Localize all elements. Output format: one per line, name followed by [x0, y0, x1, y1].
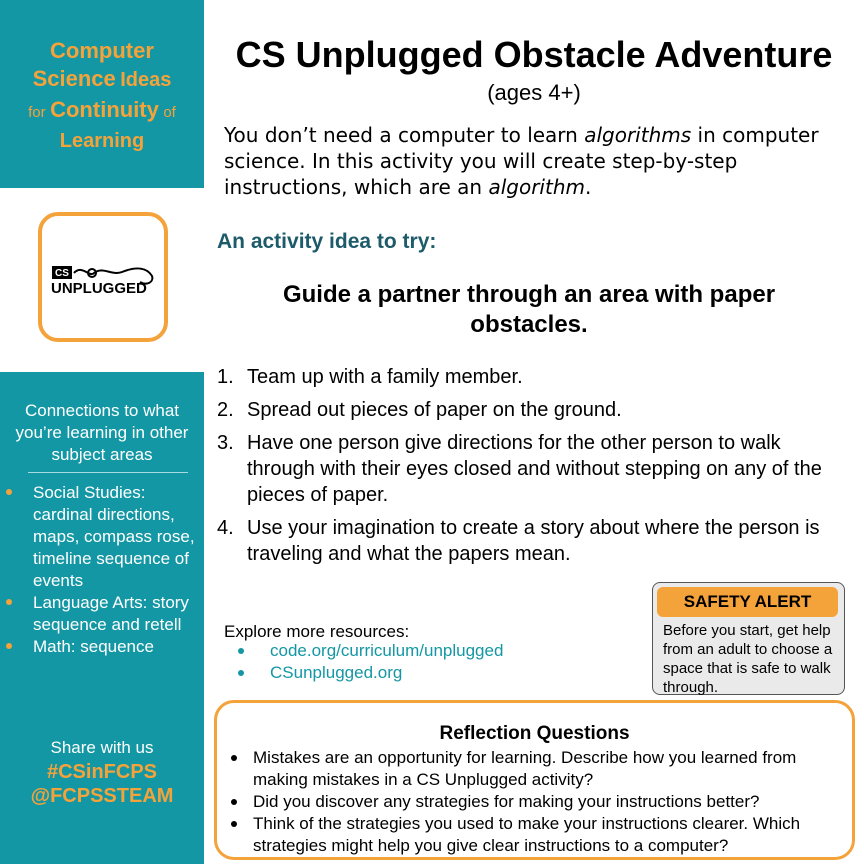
reflection-item: Think of the strategies you used to make your instructions clearer. Which strategies might help you give clear instructions to a computer? — [229, 813, 849, 857]
bullet-icon — [6, 643, 12, 649]
cs-unplugged-logo-graphic — [42, 216, 164, 338]
step-item: 2. Spread out pieces of paper on the ground. — [217, 399, 622, 421]
connections-sidebar — [0, 372, 204, 864]
safety-alert-text: Before you start, get help from an adult to choose a space that is safe to walk through. — [663, 622, 833, 696]
algorithms-emphasis: algorithms — [584, 123, 692, 147]
activity-heading: An activity idea to try: — [217, 230, 437, 253]
bullet-icon — [231, 799, 237, 805]
sidebar-divider — [28, 472, 188, 473]
header-line-for: for — [28, 104, 46, 121]
share-label: Share with us — [50, 738, 154, 757]
safety-alert-title: SAFETY ALERT — [657, 587, 838, 617]
step-item: 1. Team up with a family member. — [217, 366, 523, 388]
bullet-icon — [231, 755, 237, 761]
algorithm-emphasis: algorithm — [488, 175, 585, 199]
share-handle: @FCPSSTEAM — [30, 785, 174, 807]
reflection-title: Reflection Questions — [439, 723, 630, 744]
resource-link-csunplugged[interactable]: CSunplugged.org — [236, 662, 503, 684]
reflection-item: Mistakes are an opportunity for learning. Describe how you learned from making mistakes in a CS Unplugged activity? — [229, 747, 849, 791]
header-line-computer: Computer — [50, 38, 154, 63]
share-hashtag: #CSinFCPS — [46, 761, 158, 783]
header-line-science: Science — [32, 66, 116, 91]
header-line-learning: Learning — [59, 130, 145, 152]
resource-links — [236, 640, 503, 684]
bullet-icon — [231, 821, 237, 827]
svg-text:UNPLUGGED: UNPLUGGED — [51, 280, 147, 297]
connections-intro: Connections to what you’re learning in other subject areas — [15, 401, 189, 464]
bullet-icon — [238, 648, 244, 654]
bullet-icon — [6, 599, 12, 605]
header-line-of: of — [163, 104, 176, 121]
header-line-ideas: Ideas — [120, 69, 172, 91]
page-subtitle: (ages 4+) — [487, 80, 581, 105]
activity-steps — [217, 364, 837, 574]
connections-list — [0, 482, 204, 658]
connection-item-social-studies: Social Studies: cardinal directions, maps, compass rose, timeline sequence of events — [0, 482, 204, 592]
step-item: 4. Use your imagination to create a story about where the person is traveling and what the papers mean. — [217, 517, 820, 565]
connection-item-math: Math: sequence — [0, 636, 204, 658]
safety-alert-box — [652, 582, 845, 695]
resource-link-code-org[interactable]: code.org/curriculum/unplugged — [236, 640, 503, 662]
intro-paragraph: You don’t need a computer to learn algorithms in computer science. In this activity you will create step-by-step instructions, which are an algorithm. — [224, 123, 819, 199]
connection-item-language-arts: Language Arts: story sequence and retell — [0, 592, 204, 636]
activity-title: Guide a partner through an area with paper obstacles. — [282, 281, 776, 338]
bullet-icon — [238, 670, 244, 676]
explore-label: Explore more resources: — [224, 622, 410, 641]
reflection-item: Did you discover any strategies for making your instructions better? — [229, 791, 849, 813]
reflection-list — [229, 747, 849, 857]
header-box-text — [0, 37, 204, 155]
header-box — [0, 0, 204, 188]
header-line-continuity: Continuity — [50, 97, 159, 122]
cs-unplugged-logo — [38, 212, 168, 342]
reflection-box — [214, 700, 855, 860]
bullet-icon — [6, 489, 12, 495]
svg-text:CS: CS — [55, 268, 69, 279]
share-section — [0, 736, 204, 808]
step-item: 3. Have one person give directions for the other person to walk through with their eyes closed and without stepping on any of the pieces of paper. — [217, 432, 822, 506]
page-title: CS Unplugged Obstacle Adventure — [235, 34, 833, 75]
